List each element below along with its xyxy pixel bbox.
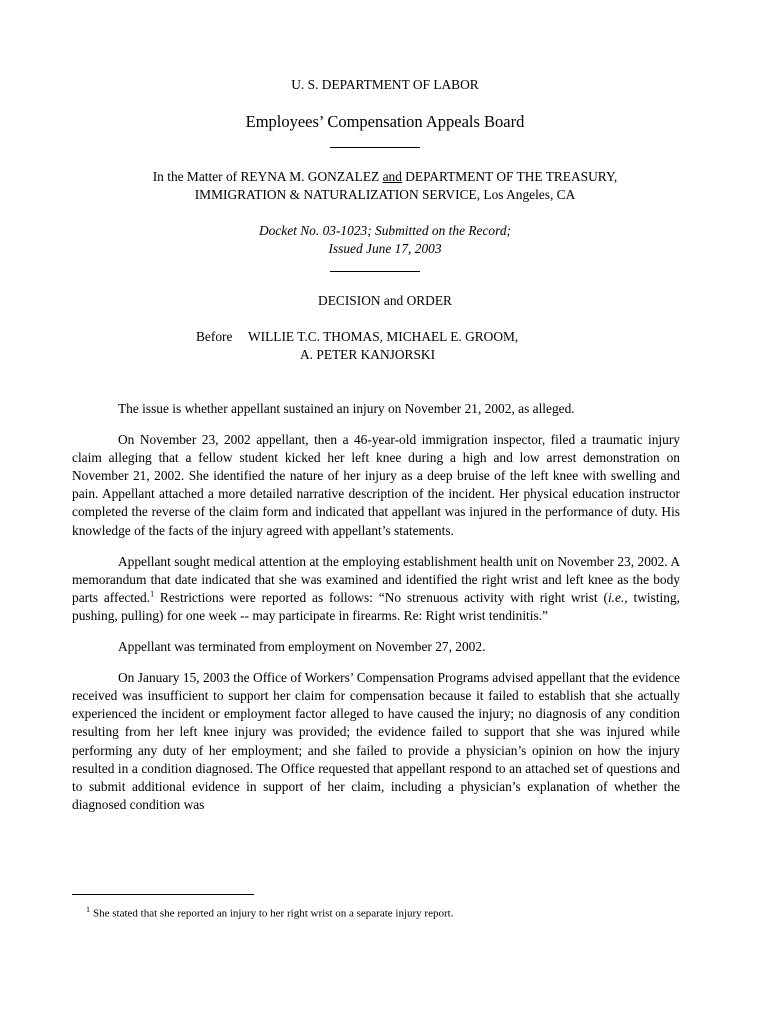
decision-title: DECISION and ORDER: [318, 293, 452, 308]
docket-divider: [330, 271, 420, 272]
paragraph-issue: The issue is whether appellant sustained an injury on November 21, 2002, as alleged.: [118, 401, 575, 416]
paragraph-termination: Appellant was terminated from employment on November 27, 2002.: [118, 639, 486, 655]
caption-line-2: IMMIGRATION & NATURALIZATION SERVICE, Los Angeles, CA: [194, 187, 576, 202]
panel-judges-line-2: A. PETER KANJORSKI: [300, 347, 436, 362]
paragraph-medical-b: Restrictions were reported as follows: “No strenuous activity with right wrist (: [154, 589, 608, 605]
paragraph-claim: On November 23, 2002 appellant, then a 46-year-old immigration inspector, filed a traumatic injury claim alleging that a fellow student kicked her left knee during a high and low arrest demonstration on November 21, 2002. She identified the nature of her injury as a deep bruise of the left knee with swelling and pain. Appellant attached a more detailed narrative description of the incident. Her physical education instructor completed the reverse of the claim form and indicated that appellant was injured in the performance of duty. His knowledge of the facts of the injury agreed with appellant’s statements.: [72, 432, 680, 538]
panel-judges-line-1: WILLIE T.C. THOMAS, MICHAEL E. GROOM,: [248, 329, 519, 344]
panel-label: Before: [196, 329, 233, 344]
caption-and: and: [382, 169, 402, 184]
paragraph-office-letter: On January 15, 2003 the Office of Workers’ Compensation Programs advised appellant that the evidence received was insufficient to support her claim for compensation because it failed to establish that she actually experienced the incident or employment factor alleged to have caused the injury; no diagnosis of any condition resulting from her left knee injury was provided; the evidence failed to support that she was injured while performing any duty of her employment; and she failed to provide a physician’s opinion on how the injury resulted in a condition diagnosed. The Office requested that appellant respond to an attached set of questions and to submit additional evidence in support of her claim, including a physician’s explanation of whether the diagnosed condition was: [72, 670, 680, 812]
footnote: [86, 903, 453, 921]
footnote-text: She stated that she reported an injury to her right wrist on a separate injury report.: [93, 907, 454, 920]
panel-block: [196, 328, 519, 362]
board-title: Employees’ Compensation Appeals Board: [245, 112, 525, 131]
paragraph-medical-ie: i.e.,: [607, 589, 628, 605]
opinion-body: [72, 400, 680, 827]
docket-line-1: Docket No. 03-1023; Submitted on the Record;: [258, 223, 511, 238]
caption-line-1: [0, 168, 770, 186]
docket-line-2: Issued June 17, 2003: [328, 241, 442, 256]
footnote-number: 1: [86, 905, 90, 914]
caption-prefix: In the Matter of REYNA M. GONZALEZ: [152, 169, 383, 184]
caption-suffix: DEPARTMENT OF THE TREASURY,: [401, 169, 618, 184]
title-divider: [330, 147, 420, 148]
paragraph-medical: [72, 553, 680, 625]
paragraph-medical-a: Appellant sought medical attention at the employing establishment health unit on November 23, 2002. A memorandum that date indicated that she was examined and identified the right wrist and left knee as the body parts affected.: [72, 553, 680, 605]
paragraph-medical-c: twisting, pushing, pulling) for one week -- may participate in firearms. Re: Right wrist tendinitis.”: [72, 589, 680, 623]
agency-heading: U. S. DEPARTMENT OF LABOR: [291, 77, 479, 92]
footnote-ref: 1: [150, 589, 155, 599]
footnote-divider: [72, 894, 254, 895]
